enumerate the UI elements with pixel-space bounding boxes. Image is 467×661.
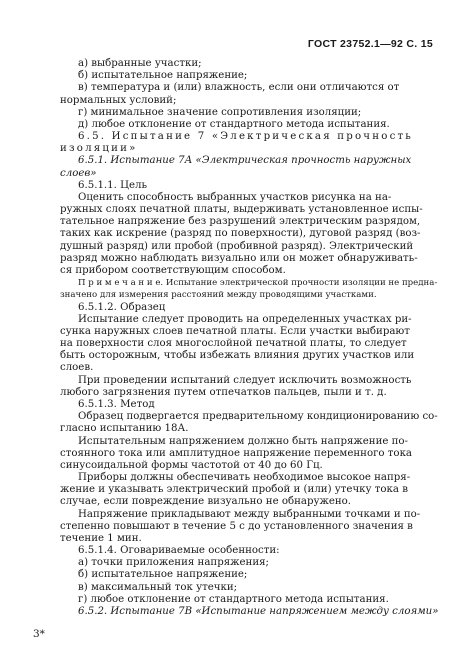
text-line: Испытание следует проводить на определенных участках ри-: [78, 314, 412, 325]
text-line: случае, если повреждение визуально не обнаружено.: [60, 496, 352, 507]
text-line: б) испытательное напряжение;: [78, 70, 248, 81]
text-line: изоляции»: [60, 143, 138, 154]
text-line: синусоидальной формы частотой от 40 до 60 Гц.: [60, 460, 323, 471]
text-line: стоянного тока или амплитудное напряжение переменного тока: [60, 448, 413, 459]
text-line: 6.5.1.1. Цель: [78, 180, 148, 191]
text-line: 6.5.2. Испытание 7В «Испытание напряжением между слоями»: [78, 606, 439, 617]
text-line: б) испытательное напряжение;: [78, 569, 248, 580]
text-line: гласно испытанию 18А.: [60, 423, 189, 434]
text-line: в) максимальный ток утечки;: [78, 582, 238, 593]
text-line: быть осторожным, чтобы избежать влияния других участков или: [60, 350, 415, 361]
page-footer: 3*: [33, 628, 45, 640]
text-line: г) любое отклонение от стандартного метода испытания.: [78, 594, 389, 605]
text-line: 6.5.1.3. Метод: [78, 399, 155, 410]
text-line: Испытательным напряжением должно быть напряжение по-: [78, 436, 409, 447]
text-line: 6.5.1.4. Оговариваемые особенности:: [78, 545, 280, 556]
text-line: душный разряд) или пробой (пробивной разряд). Электрический: [60, 241, 414, 252]
text-line: а) выбранные участки;: [78, 58, 202, 69]
text-line: таких как искрение (разряд по поверхности), дуговой разряд (воз-: [60, 228, 421, 239]
text-line: жение и указывать электрический пробой и (или) утечку тока в: [60, 484, 408, 495]
text-line: ся прибором соответствующим способом.: [60, 265, 286, 276]
text-line: слоев»: [60, 168, 97, 179]
text-line: любого загрязнения путем отпечатков пальцев, пыли и т. д.: [60, 387, 387, 398]
text-line: сунка наружных слоев печатной платы. Если участки выбирают: [60, 326, 410, 337]
text-line: степенно повышают в течение 5 с до установленного значения в: [60, 521, 413, 532]
text-line: Оценить способность выбранных участков рисунка на на-: [78, 192, 392, 203]
text-line: 6.5. Испытание 7 «Электрическая прочность: [78, 131, 414, 142]
text-line: При проведении испытаний следует исключить возможность: [78, 375, 412, 386]
text-line: Напряжение прикладывают между выбранными точками и по-: [78, 509, 421, 520]
page-header: ГОСТ 23752.1—92 С. 15: [307, 38, 433, 50]
text-line: ружных слоях печатной платы, выдерживать установленное испы-: [60, 204, 423, 215]
text-line: тательное напряжение без разрушений электрическим разрядом,: [60, 216, 421, 227]
text-line: д) любое отклонение от стандартного метода испытания.: [78, 119, 390, 130]
text-line: в) температура и (или) влажность, если они отличаются от: [78, 82, 400, 93]
text-line: г) минимальное значение сопротивления изоляции;: [78, 107, 362, 118]
text-line: слоев.: [60, 362, 94, 373]
text-line: 6.5.1. Испытание 7А «Электрическая прочность наружных: [78, 155, 412, 166]
text-line: нормальных условий;: [60, 95, 177, 106]
text-line: П р и м е ч а н и е. Испытание электрической прочности изоляции не предна-: [78, 278, 438, 288]
text-line: 6.5.1.2. Образец: [78, 302, 166, 313]
text-line: значено для измерения расстояний между проводящими участками.: [60, 290, 377, 300]
text-line: разряд можно наблюдать визуально или он может обнаруживать-: [60, 253, 418, 264]
text-line: Образец подвергается предварительному кондиционированию со-: [78, 411, 438, 422]
text-line: а) точки приложения напряжения;: [78, 557, 269, 568]
text-line: течение 1 мин.: [60, 533, 142, 544]
text-line: на поверхности слоя многослойной печатной платы, то следует: [60, 338, 407, 349]
text-line: Приборы должны обеспечивать необходимое высокое напря-: [78, 472, 411, 483]
